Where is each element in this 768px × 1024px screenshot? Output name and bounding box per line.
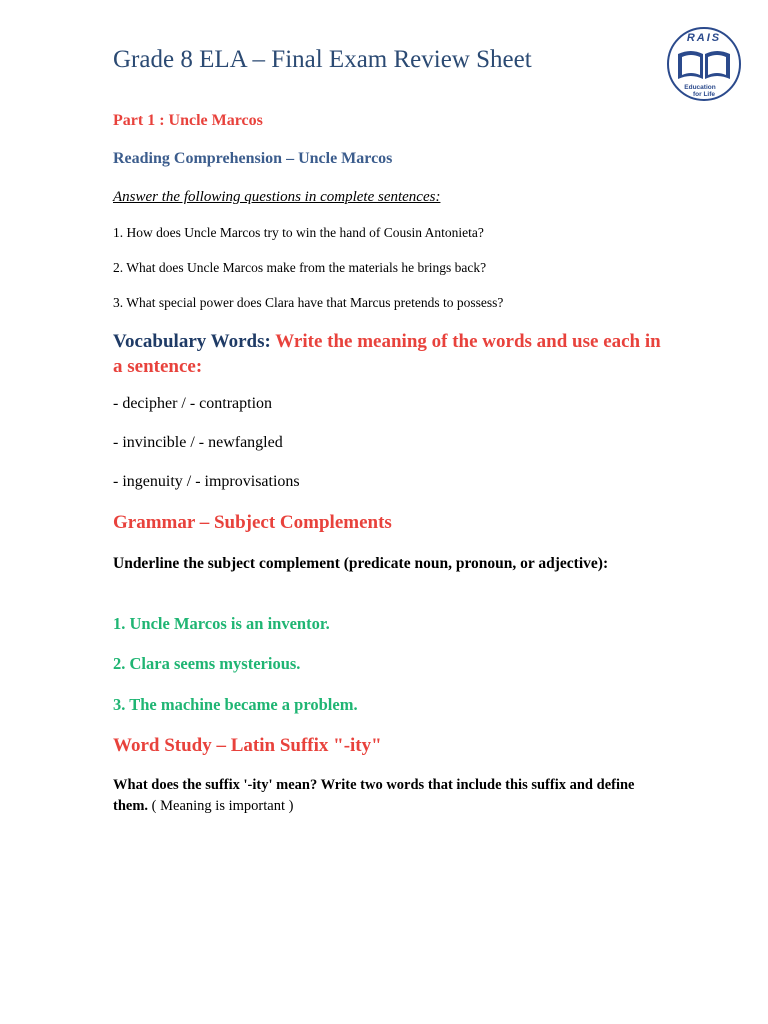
vocabulary-heading bbox=[113, 329, 673, 379]
vocabulary-line-1: - decipher / - contraption bbox=[113, 395, 273, 412]
open-book-icon bbox=[678, 51, 730, 79]
word-study-instruction-main: What does the suffix '-ity' mean? Write two words that include this suffix and define them. bbox=[113, 777, 635, 814]
vocabulary-line-2: - invincible / - newfangled bbox=[113, 434, 283, 451]
grammar-instruction: Underline the subject complement (predicate noun, pronoun, or adjective): bbox=[113, 555, 609, 572]
logo-tagline-1: Education bbox=[684, 84, 716, 91]
part-label: Part 1 : Uncle Marcos bbox=[113, 112, 263, 129]
grammar-sentence-1: 1. Uncle Marcos is an inventor. bbox=[113, 614, 330, 633]
reading-instruction: Answer the following questions in complete sentences: bbox=[113, 189, 441, 205]
reading-comprehension-title: Reading Comprehension – Uncle Marcos bbox=[113, 150, 393, 167]
word-study-instruction bbox=[113, 775, 673, 817]
vocabulary-heading-lead: Vocabulary Words: bbox=[113, 331, 271, 352]
logo-tagline-2: for Life bbox=[692, 91, 716, 98]
grammar-sentence-2: 2. Clara seems mysterious. bbox=[113, 654, 301, 673]
question-3: 3. What special power does Clara have that Marcus pretends to possess? bbox=[113, 295, 504, 310]
word-study-heading: Word Study – Latin Suffix "-ity" bbox=[113, 735, 382, 756]
grammar-sentence-3: 3. The machine became a problem. bbox=[113, 695, 358, 714]
vocabulary-line-3: - ingenuity / - improvisations bbox=[113, 473, 300, 490]
question-1: 1. How does Uncle Marcos try to win the hand of Cousin Antonieta? bbox=[113, 225, 484, 240]
logo-name: RAIS bbox=[686, 32, 722, 44]
grammar-heading: Grammar – Subject Complements bbox=[113, 512, 392, 533]
question-2: 2. What does Uncle Marcos make from the materials he brings back? bbox=[113, 260, 487, 275]
vocabulary-heading-instruction: Write the meaning of the words and use each in a sentence: bbox=[113, 331, 661, 377]
page-title: Grade 8 ELA – Final Exam Review Sheet bbox=[113, 46, 532, 73]
school-logo bbox=[664, 24, 744, 104]
word-study-instruction-note: ( Meaning is important ) bbox=[148, 798, 294, 814]
